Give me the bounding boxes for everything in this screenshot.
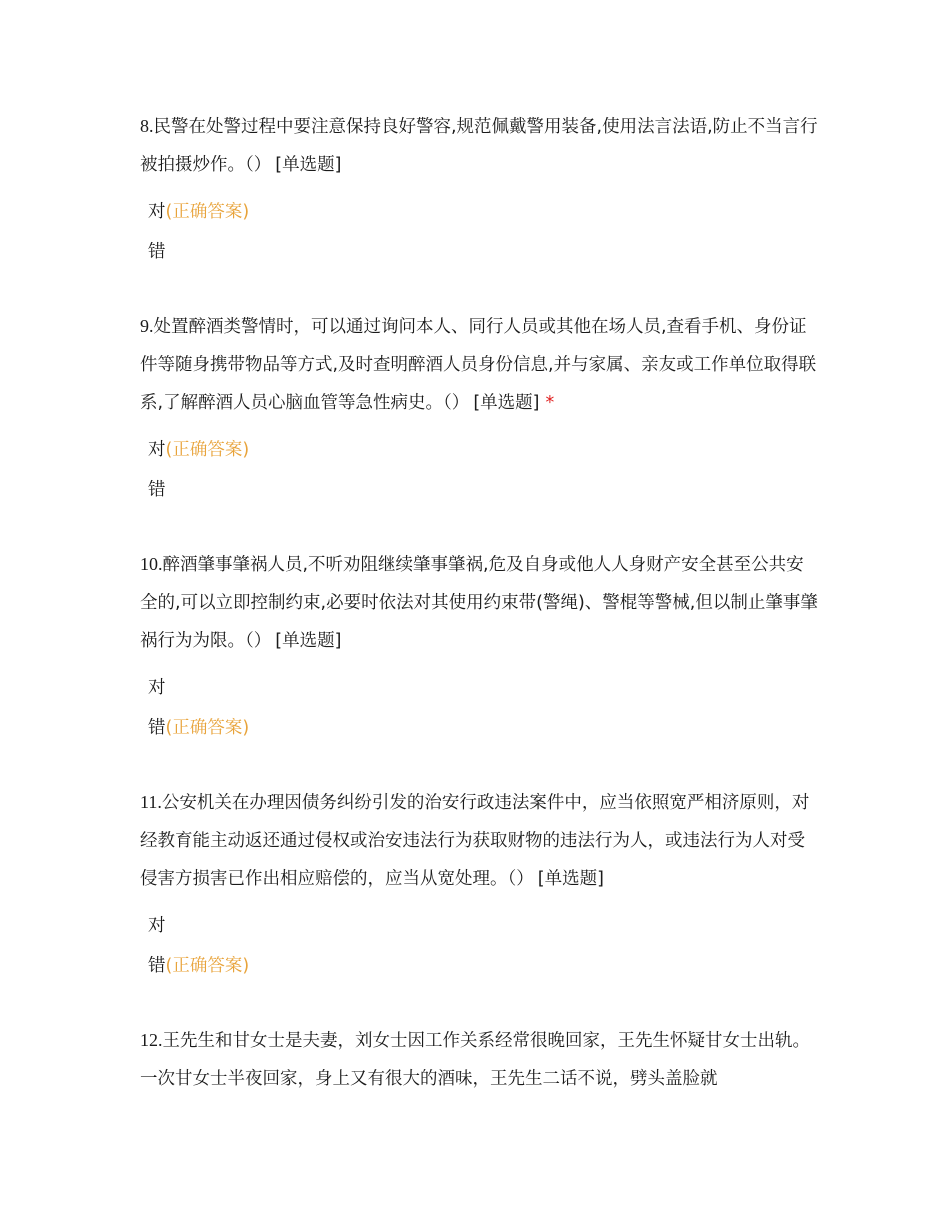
correct-answer-mark: (正确答案) — [165, 202, 250, 222]
option-false[interactable] — [148, 946, 828, 986]
question-type: [单选题] — [473, 393, 540, 413]
option-label: 错 — [148, 718, 166, 738]
question-10 — [140, 545, 820, 748]
question-number: 9. — [140, 316, 154, 336]
correct-answer-mark: (正确答案) — [165, 956, 250, 976]
correct-answer-mark: (正确答案) — [165, 718, 250, 738]
question-body: 处置醉酒类警情时，可以通过询问本人、同行人员或其他在场人员,查看手机、身份证件等随身携带物品等方式,及时查明醉酒人员身份信息,并与家属、亲友或工作单位取得联系,了解醉酒人员心脑血管等急性病史。（） — [140, 317, 817, 413]
question-8 — [140, 107, 820, 272]
option-false[interactable] — [148, 708, 828, 748]
question-body: 公安机关在办理因债务纠纷引发的治安行政违法案件中，应当依照宽严相济原则，对经教育能主动返还通过侵权或治安违法行为获取财物的违法行为人，或违法行为人对受侵害方损害已作出相应赔偿的，应当从宽处理。（） — [140, 793, 810, 889]
option-label: 对 — [148, 678, 166, 698]
question-11 — [140, 783, 820, 986]
option-label: 错 — [148, 956, 166, 976]
question-number: 10. — [140, 554, 163, 574]
option-false[interactable] — [148, 470, 828, 510]
option-true[interactable] — [148, 668, 828, 708]
question-type: [单选题] — [275, 155, 342, 175]
option-label: 对 — [148, 916, 166, 936]
question-9 — [140, 307, 820, 510]
question-number: 8. — [140, 116, 154, 136]
question-body: 民警在处警过程中要注意保持良好警容,规范佩戴警用装备,使用法言法语,防止不当言行被拍摄炒作。（） — [140, 117, 818, 175]
question-body: 醉酒肇事肇祸人员,不听劝阻继续肇事肇祸,危及自身或他人人身财产安全甚至公共安全的,可以立即控制约束,必要时依法对其使用约束带(警绳)、警棍等警械,但以制止肇事肇祸行为为限。（） — [140, 555, 818, 651]
question-text — [140, 307, 820, 422]
option-label: 错 — [148, 242, 166, 262]
question-body: 王先生和甘女士是夫妻，刘女士因工作关系经常很晚回家，王先生怀疑甘女士出轨。一次甘女士半夜回家，身上又有很大的酒味，王先生二话不说，劈头盖脸就 — [140, 1031, 810, 1089]
option-true[interactable] — [148, 192, 828, 232]
question-text — [140, 545, 820, 660]
question-text — [140, 107, 820, 184]
question-type: [单选题] — [275, 631, 342, 651]
option-label: 对 — [148, 202, 166, 222]
option-true[interactable] — [148, 430, 828, 470]
required-mark: * — [545, 393, 555, 413]
question-number: 12. — [140, 1030, 163, 1050]
option-true[interactable] — [148, 906, 828, 946]
option-label: 错 — [148, 480, 166, 500]
question-type: [单选题] — [537, 869, 604, 889]
question-12 — [140, 1021, 820, 1098]
correct-answer-mark: (正确答案) — [165, 440, 250, 460]
question-number: 11. — [140, 792, 162, 812]
option-label: 对 — [148, 440, 166, 460]
option-false[interactable] — [148, 232, 828, 272]
question-text — [140, 783, 820, 898]
question-text — [140, 1021, 820, 1098]
